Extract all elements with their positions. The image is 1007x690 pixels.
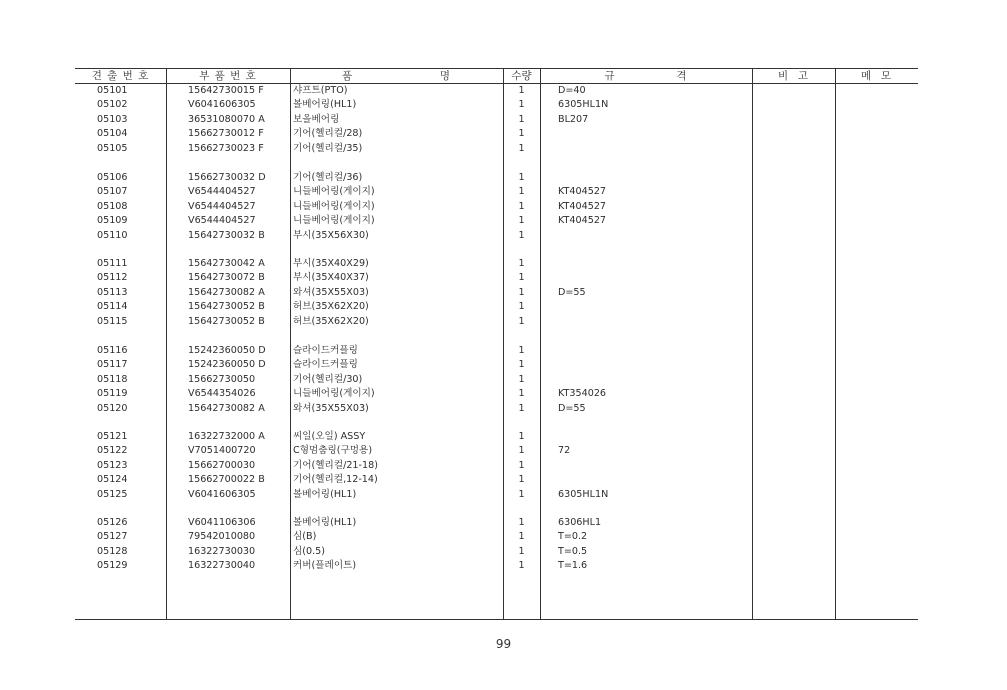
ref-number: 05129 (97, 560, 128, 572)
part-name: 보올베어링 (293, 113, 340, 125)
part-number: 16322730030 (188, 545, 256, 557)
part-number: V6544404527 (188, 186, 256, 198)
part-name: 슬라이드커플링 (293, 359, 358, 371)
spec: KT404527 (558, 186, 607, 198)
column-divider-6 (835, 68, 836, 619)
part-name: 허브(35X62X20) (293, 301, 369, 313)
part-name: 기어(헬리컬/35) (293, 142, 363, 154)
spec (558, 271, 748, 285)
spec: 72 (558, 445, 571, 457)
spec (558, 473, 748, 487)
part-name: 슬라이드커플링 (293, 345, 358, 356)
part-number: 79542010080 (188, 531, 256, 543)
spec: D=55 (558, 402, 586, 414)
part-number: 15642730082 A (188, 402, 265, 414)
spec: KT404527 (558, 215, 607, 227)
part-name: 니들베어링(게이지) (293, 186, 375, 198)
spec (558, 315, 748, 329)
part-number: 15662730050 (188, 373, 256, 385)
spec (558, 300, 748, 314)
spec: D=40 (558, 85, 586, 96)
ref-number: 05121 (97, 431, 128, 442)
part-number: 15662730032 D (188, 172, 266, 183)
column-divider-1 (166, 68, 167, 619)
part-number: 15642730052 B (188, 301, 265, 313)
part-name: 샤프트(PTO) (293, 85, 348, 96)
quantity: 1 (518, 128, 525, 140)
ref-number: 05101 (97, 85, 128, 96)
header-part-number: 부 품 번 호 (199, 70, 257, 82)
ref-number: 05103 (97, 113, 128, 125)
part-number: 15242360050 D (188, 359, 266, 371)
quantity: 1 (518, 229, 525, 241)
part-name: 기어(헬리컬/28) (293, 128, 363, 140)
ref-number: 05119 (97, 388, 128, 400)
column-divider-4 (540, 68, 541, 619)
part-number: 16322732000 A (188, 431, 265, 442)
quantity: 1 (518, 215, 525, 227)
part-name: 부시(35X40X29) (293, 258, 369, 269)
quantity: 1 (518, 258, 525, 269)
spec: T=1.6 (558, 560, 588, 572)
quantity: 1 (518, 142, 525, 154)
part-name: 씨일(오일) ASSY (293, 431, 366, 442)
part-name: 니들베어링(게이지) (293, 200, 375, 212)
spec: KT404527 (558, 200, 607, 212)
quantity: 1 (518, 286, 525, 298)
spec (558, 430, 748, 444)
part-number: V6041606305 (188, 99, 256, 111)
part-name: 허브(35X62X20) (293, 315, 369, 327)
part-name: 기어(헬리컬/30) (293, 373, 363, 385)
spec (558, 344, 748, 358)
part-number: 15242360050 D (188, 345, 266, 356)
quantity: 1 (518, 560, 525, 572)
quantity: 1 (518, 200, 525, 212)
part-name: 볼베어링(HL1) (293, 488, 357, 500)
spec (558, 358, 748, 372)
part-number: 15642730015 F (188, 85, 264, 96)
part-number: V6041606305 (188, 488, 256, 500)
quantity: 1 (518, 402, 525, 414)
header-note: 비 고 (778, 70, 809, 82)
quantity: 1 (518, 488, 525, 500)
quantity: 1 (518, 113, 525, 125)
spec: 6305HL1N (558, 488, 609, 500)
ref-number: 05116 (97, 345, 128, 356)
part-name: 볼베어링(HL1) (293, 99, 357, 111)
part-name: 심(0.5) (293, 545, 326, 557)
quantity: 1 (518, 272, 525, 284)
ref-number: 05122 (97, 445, 128, 457)
spec (558, 257, 748, 271)
ref-number: 05107 (97, 186, 128, 198)
ref-number: 05111 (97, 258, 128, 269)
quantity: 1 (518, 186, 525, 198)
part-number: 15642730072 B (188, 272, 265, 284)
part-number: 15662730023 F (188, 142, 264, 154)
ref-number: 05108 (97, 200, 128, 212)
column-divider-2 (290, 68, 291, 619)
part-name: 커버(플레이트) (293, 560, 357, 572)
spec (558, 127, 748, 141)
quantity: 1 (518, 359, 525, 371)
quantity: 1 (518, 373, 525, 385)
ref-number: 05123 (97, 459, 128, 471)
quantity: 1 (518, 474, 525, 486)
spec: 6306HL1 (558, 517, 602, 528)
quantity: 1 (518, 445, 525, 457)
header-quantity: 수량 (511, 70, 532, 82)
part-number: 15642730052 B (188, 315, 265, 327)
part-name: 심(B) (293, 531, 317, 543)
quantity: 1 (518, 388, 525, 400)
spec: 6305HL1N (558, 99, 609, 111)
ref-number: 05102 (97, 99, 128, 111)
header-memo: 메 모 (861, 70, 892, 82)
ref-number: 05127 (97, 531, 128, 543)
spec (558, 142, 748, 156)
ref-number: 05125 (97, 488, 128, 500)
part-number: 15642730042 A (188, 258, 265, 269)
part-name: 부시(35X40X37) (293, 272, 369, 284)
ref-number: 05120 (97, 402, 128, 414)
part-number: V7051400720 (188, 445, 256, 457)
header-ref: 견 출 번 호 (91, 70, 150, 82)
quantity: 1 (518, 545, 525, 557)
ref-number: 05124 (97, 474, 128, 486)
part-name: 볼베어링(HL1) (293, 517, 357, 528)
header-spec: 규 격 (604, 70, 688, 82)
ref-number: 05126 (97, 517, 128, 528)
spec: KT354026 (558, 388, 607, 400)
quantity: 1 (518, 531, 525, 543)
part-number: 15662700022 B (188, 474, 265, 486)
spec (558, 459, 748, 473)
ref-number: 05112 (97, 272, 128, 284)
part-number: 36531080070 A (188, 113, 265, 125)
quantity: 1 (518, 345, 525, 356)
ref-number: 05117 (97, 359, 128, 371)
spec (558, 229, 748, 243)
part-number: V6544354026 (188, 388, 256, 400)
ref-number: 05104 (97, 128, 128, 140)
part-name: 니들베어링(게이지) (293, 215, 375, 227)
part-number: V6041106306 (188, 517, 256, 528)
part-name: 기어(헬리컬,12-14) (293, 474, 378, 486)
part-name: 기어(헬리컬/21-18) (293, 459, 378, 471)
ref-number: 05114 (97, 301, 128, 313)
quantity: 1 (518, 172, 525, 183)
quantity: 1 (518, 315, 525, 327)
spec: T=0.2 (558, 531, 588, 543)
part-name: 와셔(35X55X03) (293, 286, 369, 298)
column-divider-5 (752, 68, 753, 619)
part-number: 15662730012 F (188, 128, 264, 140)
part-number: 16322730040 (188, 560, 256, 572)
quantity: 1 (518, 431, 525, 442)
table-bottom-rule (75, 619, 918, 620)
part-name: 와셔(35X55X03) (293, 402, 369, 414)
spec: D=55 (558, 286, 586, 298)
ref-number: 05115 (97, 315, 128, 327)
ref-number: 05109 (97, 215, 128, 227)
ref-number: 05128 (97, 545, 128, 557)
part-name: 기어(헬리컬/36) (293, 172, 363, 183)
page-number: 99 (495, 637, 512, 651)
part-number: 15662700030 (188, 459, 256, 471)
spec: T=0.5 (558, 545, 588, 557)
quantity: 1 (518, 517, 525, 528)
part-number: V6544404527 (188, 215, 256, 227)
spec (558, 171, 748, 185)
ref-number: 05110 (97, 229, 128, 241)
ref-number: 05106 (97, 172, 128, 183)
spec: BL207 (558, 113, 589, 125)
quantity: 1 (518, 85, 525, 96)
part-number: V6544404527 (188, 200, 256, 212)
quantity: 1 (518, 459, 525, 471)
ref-number: 05113 (97, 286, 128, 298)
spec (558, 373, 748, 387)
part-name: 니들베어링(게이지) (293, 388, 375, 400)
quantity: 1 (518, 301, 525, 313)
part-name: 부시(35X56X30) (293, 229, 369, 241)
quantity: 1 (518, 99, 525, 111)
part-name: C형멈춤링(구멍용) (293, 445, 373, 457)
part-number: 15642730082 A (188, 286, 265, 298)
header-part-name: 품 명 (341, 70, 452, 82)
ref-number: 05105 (97, 142, 128, 154)
part-number: 15642730032 B (188, 229, 265, 241)
ref-number: 05118 (97, 373, 128, 385)
